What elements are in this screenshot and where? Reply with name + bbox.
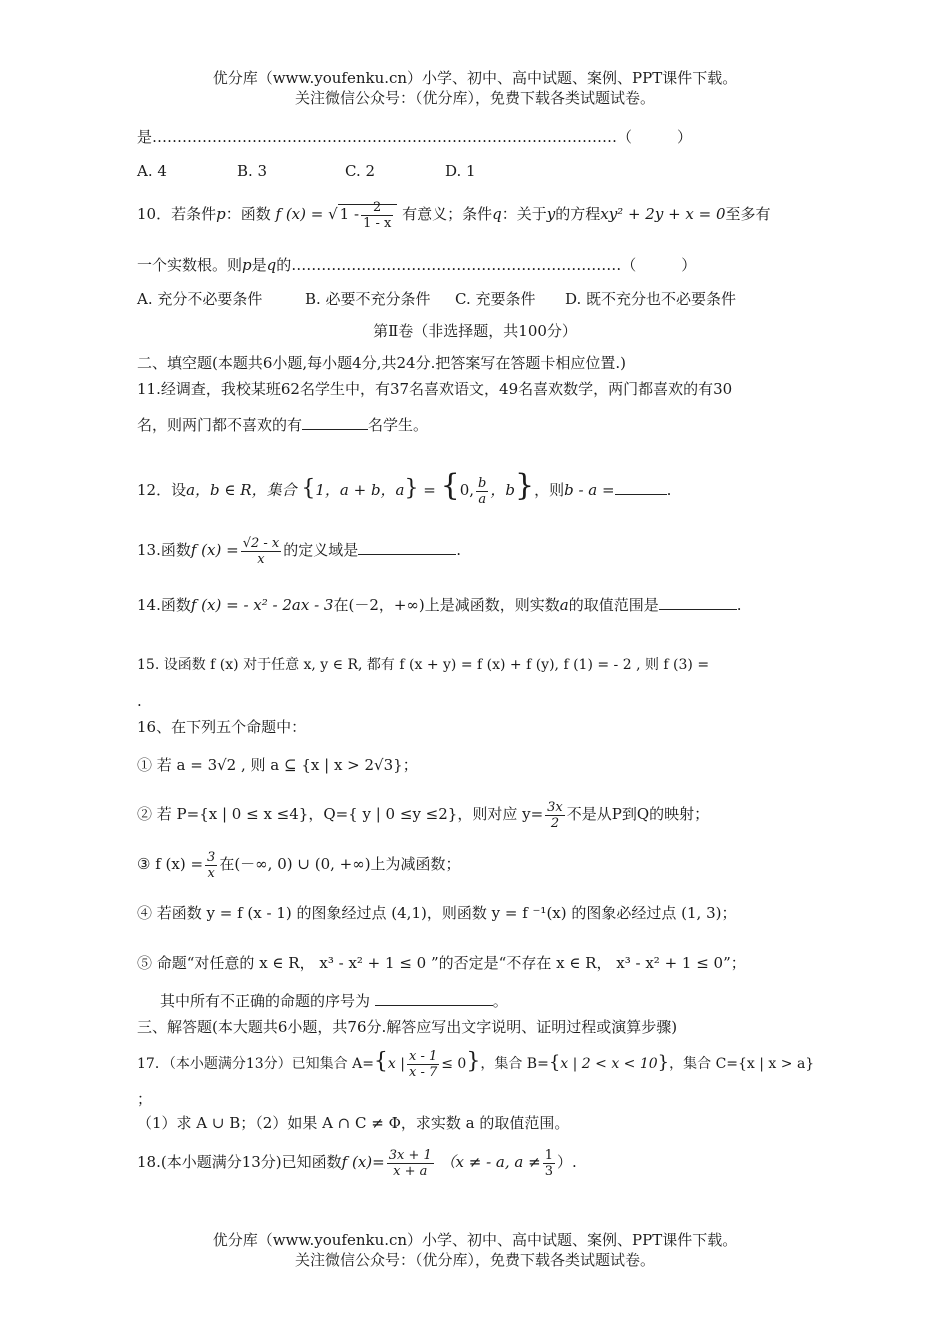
q10-frac-den: 1 - x xyxy=(363,215,392,231)
part2-title: 第Ⅱ卷（非选择题，共100分） xyxy=(373,322,577,340)
q18-text: ）. xyxy=(556,1153,577,1171)
q10-sqrt: √ 1 - $\frac{2}{1 - x}$ xyxy=(328,204,397,223)
q16-frac-den: 2 xyxy=(545,815,565,831)
q14-text: . xyxy=(736,596,742,614)
header-line-1: 优分库（www.youfenku.cn）小学、初中、高中试题、案例、PPT课件下载。 xyxy=(212,69,738,87)
q17-setA: x | xyxy=(387,1056,405,1072)
q13-frac-den: x xyxy=(241,551,282,567)
q10-sqrt-lead: 1 - xyxy=(339,205,360,223)
q18-frac-den: 3 xyxy=(544,1163,553,1179)
q10-p: p xyxy=(216,205,226,223)
q12-expression: b - a = xyxy=(564,481,615,499)
q18-line xyxy=(137,1142,817,1182)
footer-line-1: 优分库（www.youfenku.cn）小学、初中、高中试题、案例、PPT课件下载。 xyxy=(212,1231,738,1249)
q10-text: ：函数 xyxy=(225,205,271,223)
q16-item-1: ① 若 a = 3√2 , 则 a ⊆ {x | x > 2√3}； xyxy=(137,756,418,774)
q11-text: 名学生。 xyxy=(368,416,429,434)
q10-text: 有意义；条件 xyxy=(402,205,493,223)
q18-fraction xyxy=(387,1148,434,1179)
q18-frac-num: 3x + 1 xyxy=(388,1147,432,1163)
q13-text: 13.函数 xyxy=(137,541,191,559)
q11-line2 xyxy=(137,414,817,436)
q16-item3-fraction xyxy=(205,850,217,881)
page-footer xyxy=(0,1230,950,1270)
q17-text: ，集合 B= xyxy=(480,1056,549,1072)
q16-intro: 16、在下列五个命题中： xyxy=(137,718,307,736)
q18-fx: f (x)= xyxy=(341,1153,385,1171)
q17-setA: ≤ 0 xyxy=(441,1056,467,1072)
q14-line xyxy=(137,594,817,616)
q14-text: 的取值范围是 xyxy=(568,596,659,614)
q10-text: 至多有 xyxy=(725,205,771,223)
q10-text: 的方程 xyxy=(555,205,601,223)
q10-text: 一个实数根。则 xyxy=(137,256,243,274)
q10-fx: f (x) = xyxy=(275,205,324,223)
q10-text: 是 xyxy=(251,256,267,274)
q12-line: 12．设a，b ∈ R，集合 {1，a + b，a} = {0, $\frac{b}{a}$ ，b}，则b - a = . xyxy=(137,468,672,507)
q17-line2: （1）求 A ∪ B；（2）如果 A ∩ C ≠ Φ，求实数 a 的取值范围。 xyxy=(137,1114,570,1132)
q12-set1: 1，a + b，a xyxy=(315,481,405,499)
q12-set2: 0, xyxy=(459,481,475,499)
q9-options xyxy=(137,160,817,182)
q16-text: 。 xyxy=(492,992,508,1010)
q10-options xyxy=(137,288,817,310)
q14-text: 14.函数 xyxy=(137,596,191,614)
q10-line1 xyxy=(137,196,817,232)
q10-y: y xyxy=(546,205,556,223)
q10-q: q xyxy=(266,256,277,274)
q9-option-c: C. 2 xyxy=(345,162,376,180)
q12-set2: ，b xyxy=(490,481,515,499)
q11-answer-blank xyxy=(302,415,368,430)
q11-text: 名，则两门都不喜欢的有 xyxy=(137,416,303,434)
q10-option-c: C. 充要条件 xyxy=(455,290,536,308)
q10-option-b: B. 必要不充分条件 xyxy=(305,290,431,308)
q10-line2 xyxy=(137,254,817,276)
q17-fraction xyxy=(407,1049,439,1080)
q14-answer-blank xyxy=(659,595,737,610)
q12-eq: = xyxy=(423,481,436,499)
q16-item-2 xyxy=(137,796,817,832)
section-2-heading: 二、填空题(本题共6小题,每小题4分,共24分.把答案写在答题卡相应位置.) xyxy=(137,354,626,372)
q9-tail: 是…………………………………………………………………………………（ ） xyxy=(137,128,693,146)
q17-setB: x | 2 < x < 10 xyxy=(560,1056,658,1072)
page-header xyxy=(0,68,950,108)
q13-answer-blank xyxy=(358,540,456,555)
q16-text: 其中所有不正确的命题的序号为 xyxy=(160,992,371,1010)
q16-item-5: ⑤ 命题“对任意的 x ∈ R， x³ - x² + 1 ≤ 0 ”的否定是“不存在 x ∈ R， x³ - x² + 1 ≤ 0”； xyxy=(137,954,746,972)
q10-text: 的…………………………………………………………（ ） xyxy=(276,256,697,274)
q10-frac-num: 2 xyxy=(373,199,382,215)
q10-fraction xyxy=(361,200,393,231)
q10-equation: xy² + 2y + x = 0 xyxy=(600,205,726,223)
q10-p: p xyxy=(242,256,252,274)
q10-option-a: A. 充分不必要条件 xyxy=(137,290,263,308)
q16-text: ② 若 P={x | 0 ≤ x ≤4}，Q={ y | 0 ≤y ≤2}，则对应 y= xyxy=(137,805,544,823)
section-3-heading: 三、解答题(本大题共6小题，共76分.解答应写出文字说明、证明过程或演算步骤) xyxy=(137,1018,678,1036)
q12-text: a，b ∈ R，集合 xyxy=(186,481,297,499)
q16-text: 在(－∞, 0) ∪ (0, +∞)上为减函数； xyxy=(219,855,461,873)
q15-line2: . xyxy=(137,692,142,710)
q16-frac-num: 3x xyxy=(547,799,563,815)
q16-frac-num: 3 xyxy=(207,849,216,865)
q12-text: ，则 xyxy=(534,481,565,499)
q10-text: ：关于 xyxy=(501,205,547,223)
q17-line1: 17．（本小题满分13分）已知集合 A={x | $\frac{x - 1}{x - 7}$ ≤ 0}，集合 B={x | 2 < x < 10}，集合 C={x | x > a} xyxy=(137,1048,815,1080)
q16-item2-fraction xyxy=(545,800,565,831)
q17-semicolon: ； xyxy=(137,1090,153,1108)
q15-line1: 15. 设函数 f (x) 对于任意 x, y ∈ R, 都有 f (x + y) = f (x) + f (y), f (1) = - 2 , 则 f (3) = xyxy=(137,657,710,673)
q17-text: ，集合 C={x | x > a} xyxy=(669,1056,815,1072)
q13-text: 的定义域是 xyxy=(283,541,359,559)
q13-fraction xyxy=(241,536,282,567)
q9-option-b: B. 3 xyxy=(237,162,268,180)
q18-frac-den: x + a xyxy=(387,1163,434,1179)
q12-text: . xyxy=(666,481,672,499)
q17-frac-den: x - 7 xyxy=(408,1064,438,1080)
q13-frac-num: √2 - x xyxy=(242,535,280,551)
q12-frac-num: b xyxy=(478,475,487,491)
q9-option-d: D. 1 xyxy=(445,162,476,180)
q14-var: a xyxy=(559,596,569,614)
q16-answer-blank xyxy=(375,991,493,1006)
q16-item-3 xyxy=(137,846,817,882)
q16-text: 不是从P到Q的映射； xyxy=(566,805,710,823)
q9-option-a: A. 4 xyxy=(137,162,167,180)
q13-text: . xyxy=(456,541,462,559)
q18-condition: （x ≠ - a, a ≠ xyxy=(440,1153,541,1171)
q10-text: 10．若条件 xyxy=(137,205,217,223)
q13-fx: f (x) = xyxy=(190,541,239,559)
q12-text: 12．设 xyxy=(137,481,187,499)
q16-text: ③ f (x) = xyxy=(137,855,204,873)
q16-frac-den: x xyxy=(205,865,217,881)
q10-q: q xyxy=(492,205,502,223)
footer-line-2: 关注微信公众号：（优分库），免费下载各类试题试卷。 xyxy=(294,1251,655,1269)
q17-frac-num: x - 1 xyxy=(408,1048,438,1064)
q18-text: 18.(本小题满分13分)已知函数 xyxy=(137,1153,342,1171)
q12-fraction xyxy=(476,476,488,507)
q17-text: 17．（本小题满分13分）已知集合 A= xyxy=(137,1056,374,1072)
header-line-2: 关注微信公众号：（优分库），免费下载各类试题试卷。 xyxy=(294,89,655,107)
q12-answer-blank xyxy=(615,480,667,495)
q13-line xyxy=(137,530,817,570)
q12-frac-den: a xyxy=(476,491,488,507)
q11-line1: 11.经调查，我校某班62名学生中，有37名喜欢语文，49名喜欢数学，两门都喜欢的有30 xyxy=(137,380,733,398)
q16-item-4: ④ 若函数 y = f (x - 1) 的图象经过点 (4,1)，则函数 y = f ⁻¹(x) 的图象必经过点 (1, 3)； xyxy=(137,904,737,922)
q10-option-d: D. 既不充分也不必要条件 xyxy=(565,290,737,308)
q16-question xyxy=(160,990,840,1012)
q18-small-fraction xyxy=(543,1148,555,1179)
q14-fx: f (x) = - x² - 2ax - 3 xyxy=(190,596,334,614)
q14-text: 在(－2，+∞)上是减函数，则实数 xyxy=(333,596,560,614)
q18-frac-num: 1 xyxy=(544,1147,553,1163)
